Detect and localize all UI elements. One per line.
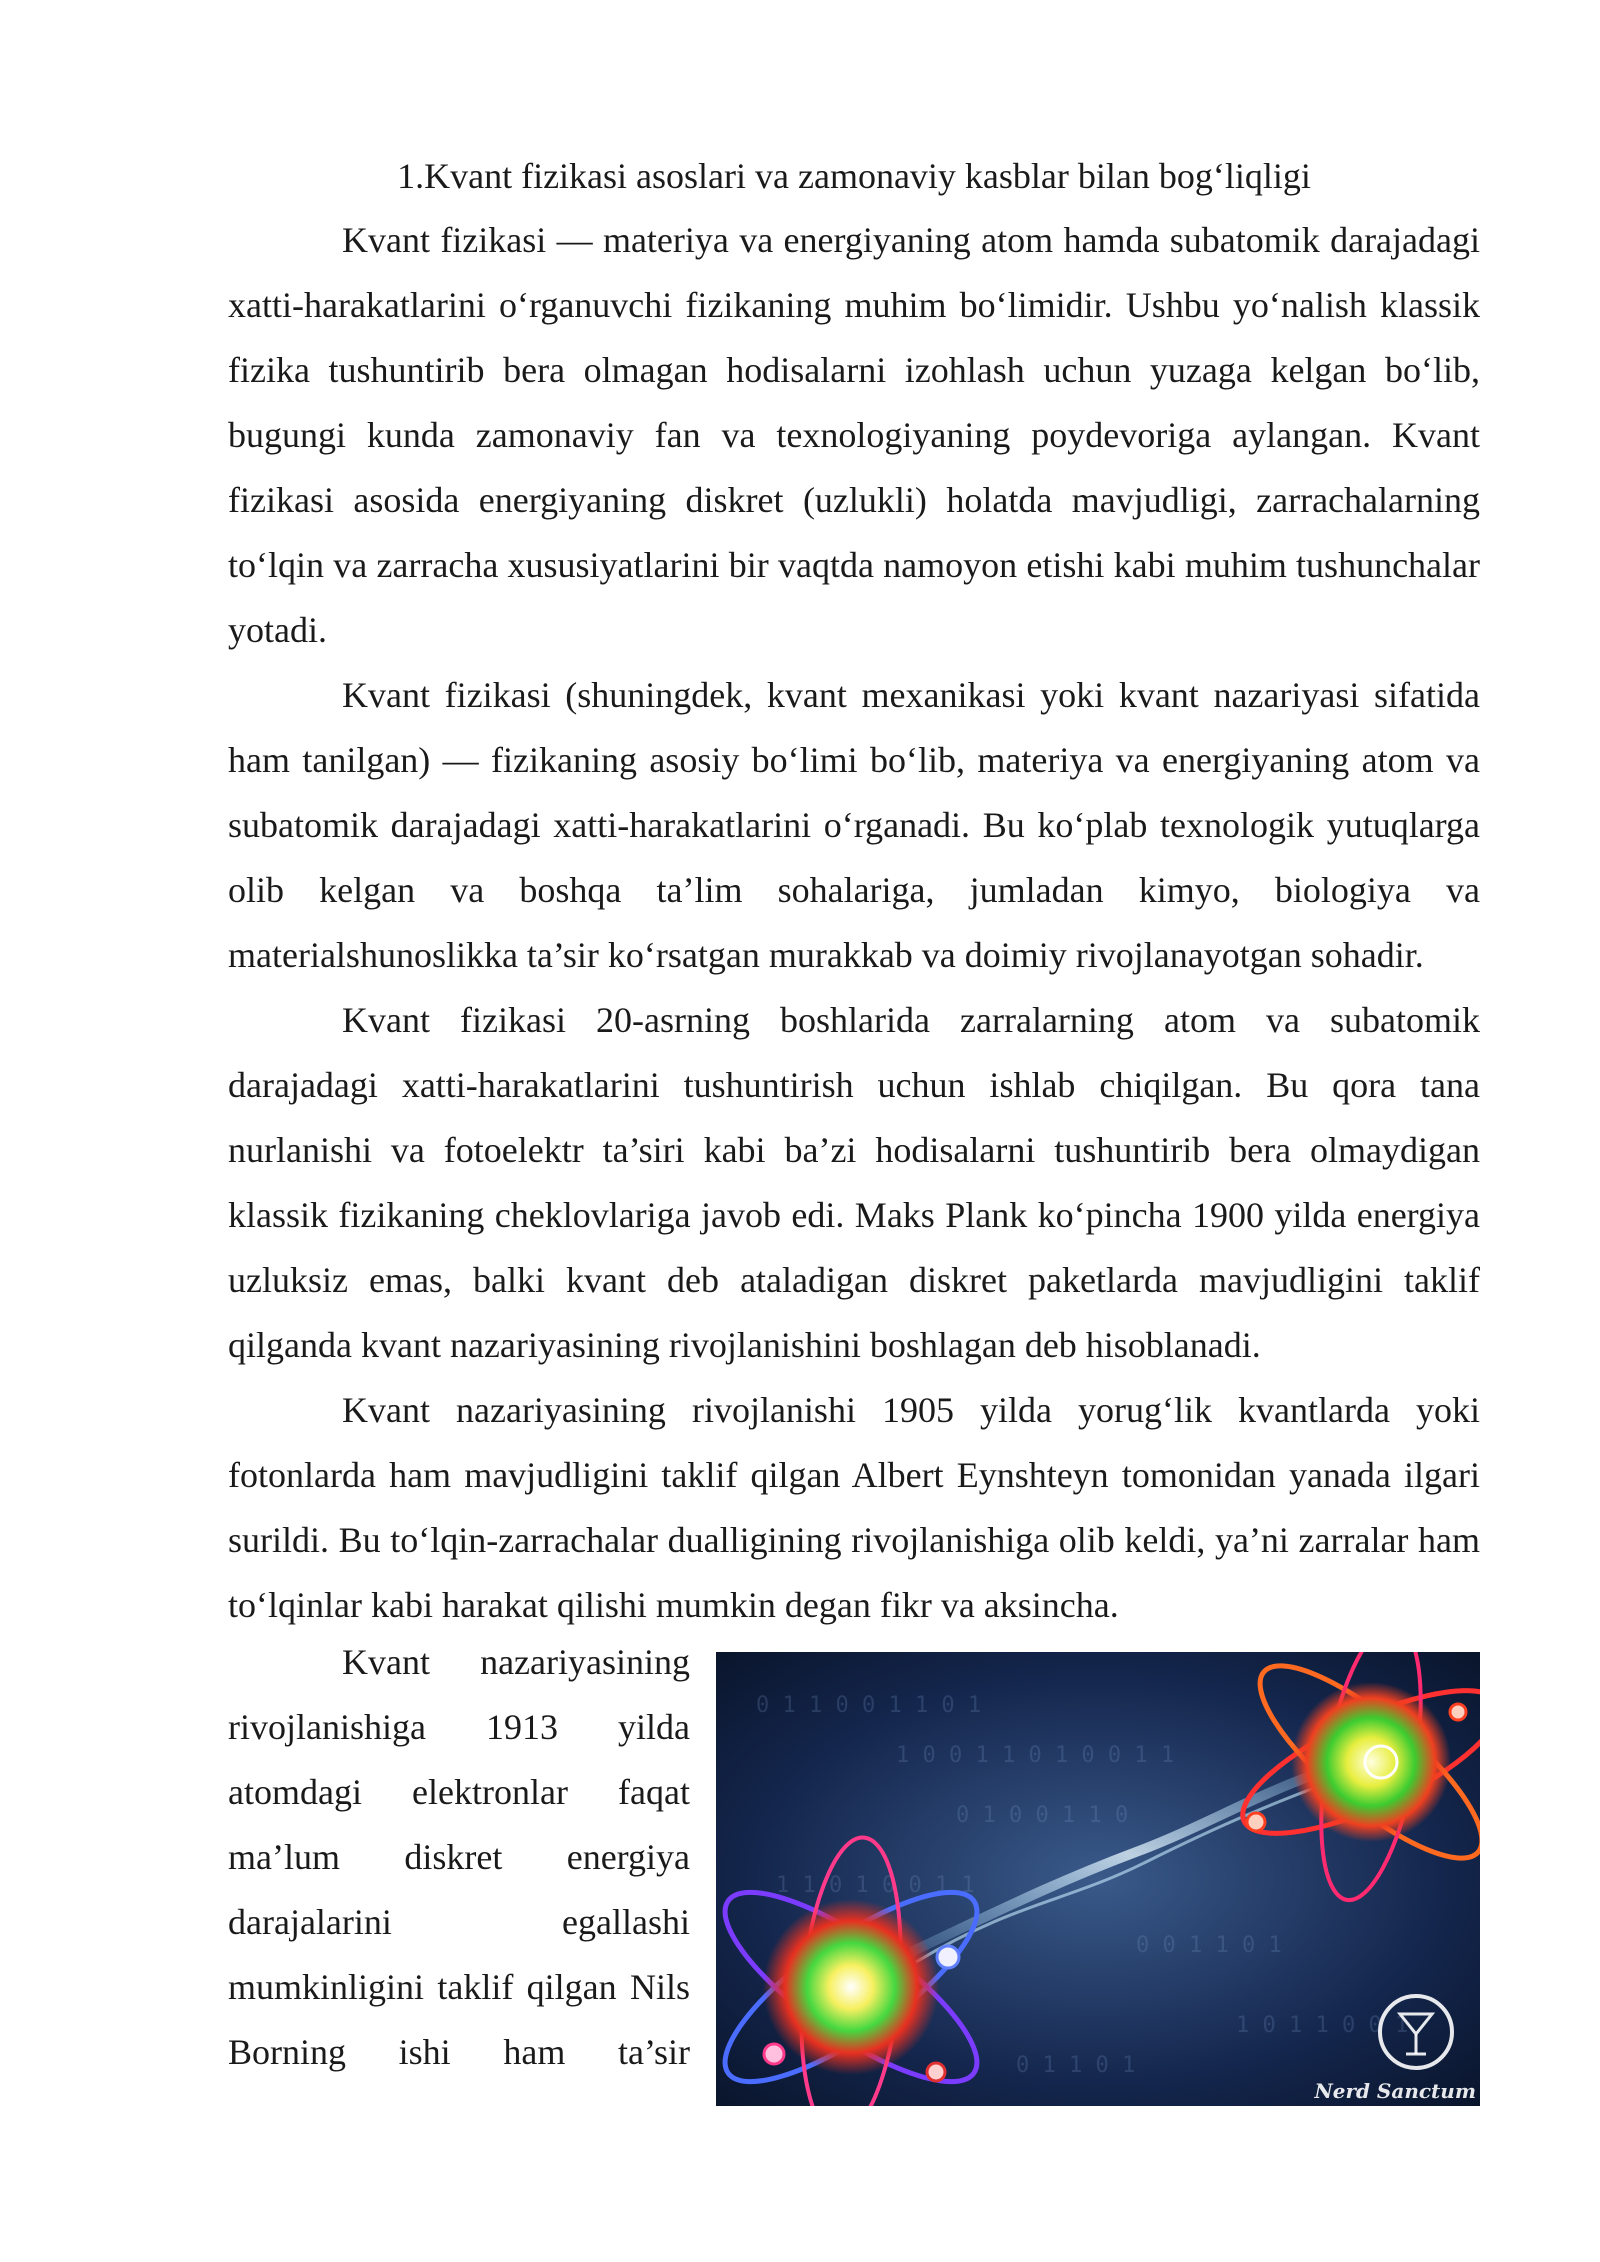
paragraph-4: Kvant nazariyasining rivojlanishi 1905 yilda yorug‘lik kvantlarda yoki fotonlarda ham mavjudligini taklif qilgan Albert Eynshteyn tomonidan yanada ilgari surildi. Bu to‘lqin-zarrachalar dualligining rivojlanishiga olib keldi, ya’ni zarralar ham to‘lqinlar kabi harakat qilishi mumkin degan fikr va aksincha. bbox=[228, 1390, 1480, 1625]
atom-illustration-svg bbox=[716, 1652, 1480, 2106]
paragraph-5: Kvant nazariyasining rivojlanishiga 1913 yilda atomdagi elektronlar faqat ma’lum diskret energiya darajalarini egallashi mumkinligini taklif qilgan Nils Borning ishi ham ta’sir bbox=[228, 1642, 690, 2072]
svg-text:1 0 1 1 0 0 1: 1 0 1 1 0 0 1 bbox=[1236, 2013, 1409, 2038]
atom-illustration bbox=[716, 1652, 1480, 2106]
svg-text:0 1 1 0 1: 0 1 1 0 1 bbox=[1016, 2053, 1136, 2078]
paragraph-3: Kvant fizikasi 20-asrning boshlarida zarralarning atom va subatomik darajadagi xatti-harakatlarini tushuntirish uchun ishlab chiqilgan. Bu qora tana nurlanishi va fotoelektr ta’siri kabi ba’zi hodisalarni tushuntirib bera olmaydigan klassik fizikaning cheklovlariga javob edi. Maks Plank ko‘pincha 1900 yilda energiya uzluksiz emas, balki kvant deb ataladigan diskret paketlarda mavjudligini taklif qilganda kvant nazariyasining rivojlanishini boshlagan deb hisoblanadi. bbox=[228, 1000, 1480, 1365]
svg-text:1 1 0 1 0 0 1 1: 1 1 0 1 0 0 1 1 bbox=[776, 1873, 975, 1898]
watermark-text: Nerd Sanctum bbox=[1314, 2079, 1476, 2103]
body-text bbox=[228, 208, 1480, 1638]
section-heading: 1.Kvant fizikasi asoslari va zamonaviy kasblar bilan bog‘liqligi bbox=[397, 156, 1311, 196]
paragraph-1: Kvant fizikasi — materiya va energiyaning atom hamda subatomik darajadagi xatti-harakatlarini o‘rganuvchi fizikaning muhim bo‘limidir. Ushbu yo‘nalish klassik fizika tushuntirib bera olmagan hodisalarni izohlash uchun yuzaga kelgan bo‘lib, bugungi kunda zamonaviy fan va texnologiyaning poydevoriga aylangan. Kvant fizikasi asosida energiyaning diskret (uzlukli) holatda mavjudligi, zarrachalarning to‘lqin va zarracha xususiyatlarini bir vaqtda namoyon etishi kabi muhim tushunchalar yotadi. bbox=[228, 220, 1480, 650]
svg-text:0 0 1 1 0 1: 0 0 1 1 0 1 bbox=[1136, 1933, 1282, 1958]
svg-text:1 0 0 1 1 0 1 0 0 1 1: 1 0 0 1 1 0 1 0 0 1 1 bbox=[896, 1743, 1175, 1768]
paragraph-2: Kvant fizikasi (shuningdek, kvant mexanikasi yoki kvant nazariyasi sifatida ham tanilgan) — fizikaning asosiy bo‘limi bo‘lib, materiya va energiyaning atom va subatomik darajadagi xatti-harakatlarini o‘rganadi. Bu ko‘plab texnologik yutuqlarga olib kelgan va boshqa ta’lim sohalariga, jumladan kimyo, biologiya va materialshunoslikka ta’sir ko‘rsatgan murakkab va doimiy rivojlanayotgan sohadir. bbox=[228, 675, 1480, 975]
svg-text:0 1 1 0 0 1 1 0 1: 0 1 1 0 0 1 1 0 1 bbox=[756, 1693, 982, 1718]
text-with-figure bbox=[228, 1630, 1480, 2110]
svg-text:0 1 0 0 1 1 0: 0 1 0 0 1 1 0 bbox=[956, 1803, 1129, 1828]
